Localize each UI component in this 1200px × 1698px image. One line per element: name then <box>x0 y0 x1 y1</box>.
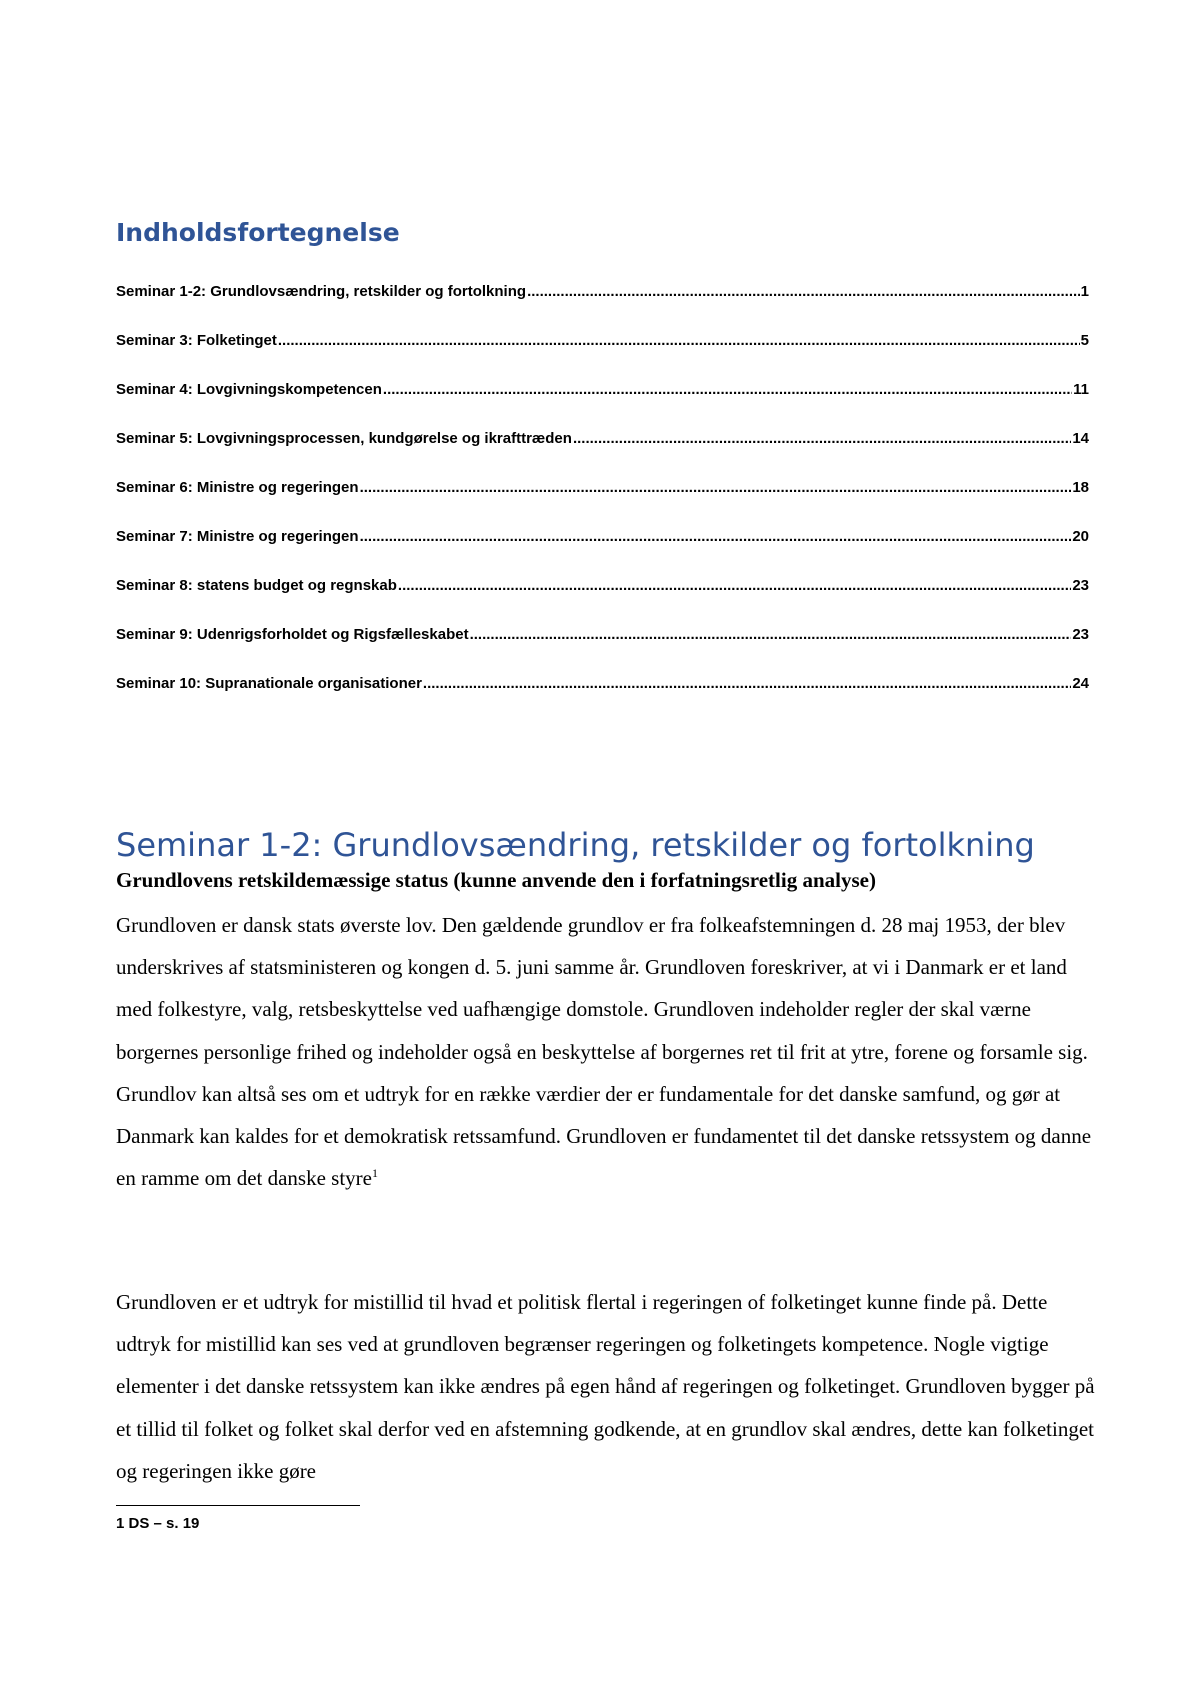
toc-dot-leader <box>360 479 1072 496</box>
toc-dot-leader <box>398 577 1071 594</box>
toc-dot-leader <box>527 283 1080 300</box>
body-paragraph <box>116 904 1096 1199</box>
body-paragraph: Grundloven er et udtryk for mistillid til hvad et politisk flertal i regeringen of folketinget kunne finde på. Dette udtryk for mistillid kan ses ved at grundloven begrænser regeringen og folketingets kompetence. Nogle vigtige elementer i det danske retssystem kan ikke ændres på egen hånd af regeringen og folketinget. Grundloven bygger på et tillid til folket og folket skal derfor ved en afstemning godkende, at en grundlov skal ændres, dette kan folketinget og regeringen ikke gøre <box>116 1290 1095 1483</box>
toc-entry-label: Seminar 3: Folketinget <box>116 332 277 349</box>
toc-dot-leader <box>383 381 1072 398</box>
footnote-separator <box>116 1505 360 1506</box>
toc-entry-page: 23 <box>1072 626 1089 643</box>
toc-entry-seminar-6[interactable] <box>116 479 1089 528</box>
footnote-text: 1 DS – s. 19 <box>116 1515 200 1532</box>
section-heading: Seminar 1-2: Grundlovsændring, retskilder og fortolkning <box>116 826 1035 864</box>
toc-entry-page: 1 <box>1080 283 1089 300</box>
toc-entry-label: Seminar 7: Ministre og regeringen <box>116 528 359 545</box>
toc-entry-page: 23 <box>1072 577 1089 594</box>
toc-entry-seminar-10[interactable] <box>116 675 1089 724</box>
footnote-reference[interactable]: 1 <box>372 1166 378 1181</box>
toc-entry-label: Seminar 1-2: Grundlovsændring, retskilder og fortolkning <box>116 283 527 300</box>
paragraph-text: Grundloven er dansk stats øverste lov. Den gældende grundlov er fra folkeafstemningen d. 28 maj 1953, der blev underskrives af statsministeren og kongen d. 5. juni samme år. Grundloven foreskriver, at vi i Danmark er et land med folkestyre, valg, retsbeskyttelse ved uafhængige domstole. Grundloven indeholder regler der skal værne borgernes personlige frihed og indeholder også en beskyttelse af borgernes ret til frit at ytre, forene og forsamle sig. Grundlov kan altså ses om et udtryk for en række værdier der er fundamentale for det danske samfund, og gør at Danmark kan kaldes for et demokratisk retssamfund. Grundloven er fundamentet til det danske retssystem og danne en ramme om det danske styre <box>116 913 1092 1191</box>
toc-entry-seminar-1-2[interactable] <box>116 283 1089 332</box>
toc-entry-seminar-5[interactable] <box>116 430 1089 479</box>
toc-entry-seminar-3[interactable] <box>116 332 1089 381</box>
toc-entry-label: Seminar 10: Supranationale organisationer <box>116 675 422 692</box>
toc-entry-seminar-4[interactable] <box>116 381 1089 430</box>
toc-entry-label: Seminar 4: Lovgivningskompetencen <box>116 381 382 398</box>
toc-dot-leader <box>278 332 1080 349</box>
toc-entry-page: 14 <box>1072 430 1089 447</box>
toc-entry-page: 20 <box>1072 528 1089 545</box>
section-subheading: Grundlovens retskildemæssige status (kunne anvende den i forfatningsretlig analyse) <box>116 868 876 892</box>
toc-entry-label: Seminar 6: Ministre og regeringen <box>116 479 359 496</box>
toc-entry-seminar-7[interactable] <box>116 528 1089 577</box>
toc-dot-leader <box>470 626 1072 643</box>
table-of-contents <box>116 283 1089 724</box>
toc-dot-leader <box>573 430 1071 447</box>
toc-entry-page: 18 <box>1072 479 1089 496</box>
toc-entry-page: 5 <box>1080 332 1089 349</box>
toc-entry-label: Seminar 5: Lovgivningsprocessen, kundgørelse og ikrafttræden <box>116 430 572 447</box>
toc-entry-seminar-9[interactable] <box>116 626 1089 675</box>
toc-dot-leader <box>360 528 1072 545</box>
toc-entry-page: 11 <box>1073 381 1089 398</box>
toc-entry-label: Seminar 9: Udenrigsforholdet og Rigsfælleskabet <box>116 626 469 643</box>
toc-entry-page: 24 <box>1072 675 1089 692</box>
toc-entry-seminar-8[interactable] <box>116 577 1089 626</box>
toc-dot-leader <box>423 675 1071 692</box>
toc-entry-label: Seminar 8: statens budget og regnskab <box>116 577 397 594</box>
toc-title: Indholdsfortegnelse <box>116 218 400 247</box>
